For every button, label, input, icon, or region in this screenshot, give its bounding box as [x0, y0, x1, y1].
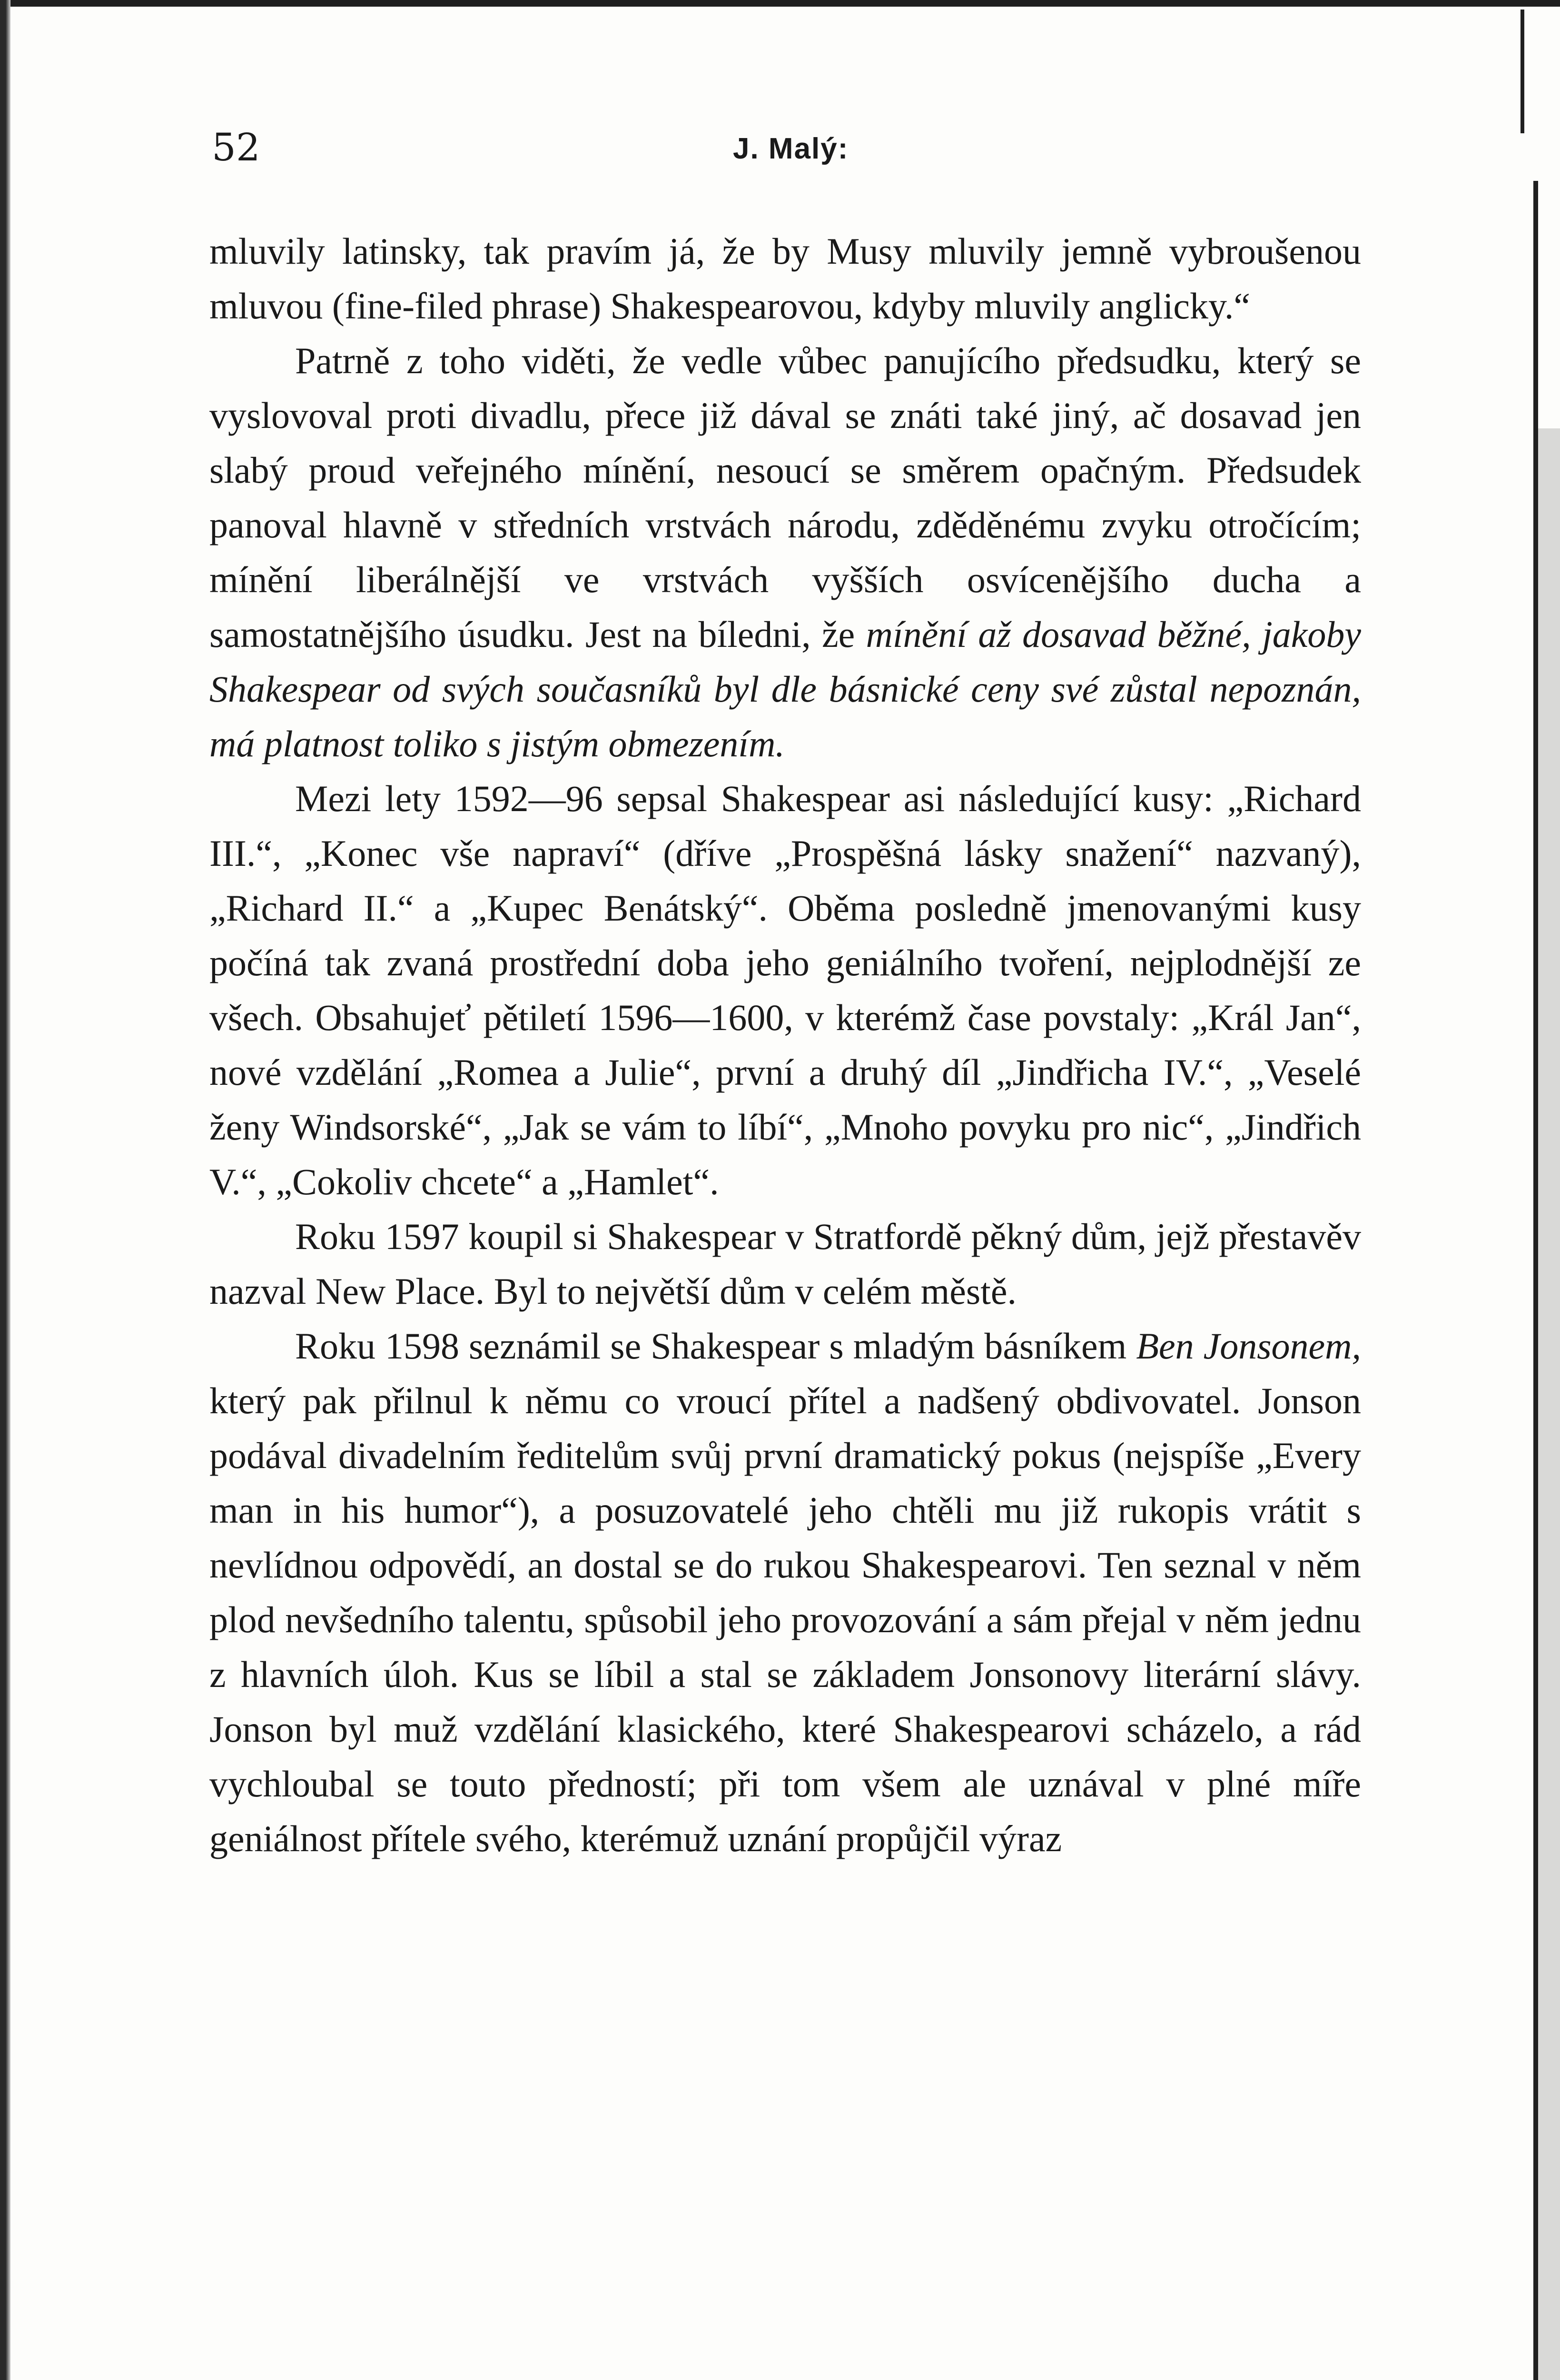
italic-text-run: mínění až dosavad běžné, jakoby Shakespear od svých současníků byl dle básnické ceny své zůstal nepoznán, má platnost toliko s jistým obmezením. — [209, 614, 1361, 764]
text-run: Patrně z toho viděti, že vedle vůbec panujícího předsudku, který se vyslovoval proti divadlu, přece již dával se znáti také jiný, ač dosavad jen slabý proud veřejného mínění, nesoucí se směrem opačným. Předsudek panoval hlavně v středních vrstvách národu, zděděnému zvyku otročícím; mínění liberálnější ve vrstvách vyšších osvícenějšího ducha a samostatnějšího úsudku. Jest na bíledni, že — [209, 340, 1361, 655]
italic-text-run: Ben Jonsonem, — [1136, 1325, 1361, 1367]
text-run: Roku 1597 koupil si Shakespear v Stratfordě pěkný dům, jejž přestavěv nazval New Place. Byl to největší dům v celém městě. — [209, 1216, 1361, 1312]
scan-edge-right — [1533, 181, 1538, 2380]
paragraph — [209, 333, 1361, 771]
scan-edge-right-margin — [1538, 428, 1560, 2380]
paragraph — [209, 771, 1361, 1209]
text-run: mluvily latinsky, tak pravím já, že by Musy mluvily jemně vybroušenou mluvou (fine-filed phrase) Shakespearovou, kdyby mluvily anglicky.“ — [209, 230, 1361, 327]
scan-edge-left — [0, 0, 10, 2380]
scan-edge-top — [0, 0, 1560, 7]
body-text — [209, 224, 1361, 1866]
text-run: Roku 1598 seznámil se Shakespear s mladým básníkem — [295, 1325, 1136, 1367]
running-head — [0, 121, 1560, 174]
text-run: Mezi lety 1592—96 sepsal Shakespear asi následující kusy: „Richard III.“, „Konec vše napraví“ (dříve „Prospěšná lásky snažení“ nazvaný), „Richard II.“ a „Kupec Benátský“. Oběma posledně jmenovanými kusy počíná tak zvaná prostřední doba jeho geniálního tvoření, nejplodnější ze všech. Obsahujeť pětiletí 1596—1600, v kterémž čase povstaly: „Král Jan“, nové vzdělání „Romea a Julie“, první a druhý díl „Jindřicha IV.“, „Veselé ženy Windsorské“, „Jak se vám to líbí“, „Mnoho povyku pro nic“, „Jindřich V.“, „Cokoliv chcete“ a „Hamlet“. — [209, 778, 1361, 1202]
page-number: 52 — [212, 125, 260, 169]
paragraph — [209, 224, 1361, 333]
running-head-author: J. Malý: — [733, 132, 849, 165]
paragraph — [209, 1319, 1361, 1866]
text-run: který pak přilnul k němu co vroucí přítel a nadšený obdivovatel. Jonson podával divadelním ředitelům svůj první dramatický pokus (nejspíše „Every man in his humor“), a posuzovatelé jeho chtěli mu již rukopis vrátit s nevlídnou odpovědí, an dostal se do rukou Shakespearovi. Ten seznal v něm plod nevšedního talentu, spůsobil jeho provozování a sám přejal v něm jednu z hlavních úloh. Kus se líbil a stal se základem Jonsonovy literární slávy. Jonson byl muž vzdělání klasického, které Shakespearovi scházelo, a rád vychloubal se touto předností; při tom všem ale uznával v plné míře geniálnost přítele svého, kterémuž uznání propůjčil výraz — [209, 1380, 1361, 1859]
scan-edge-right-upper — [1521, 10, 1524, 133]
paragraph — [209, 1209, 1361, 1319]
